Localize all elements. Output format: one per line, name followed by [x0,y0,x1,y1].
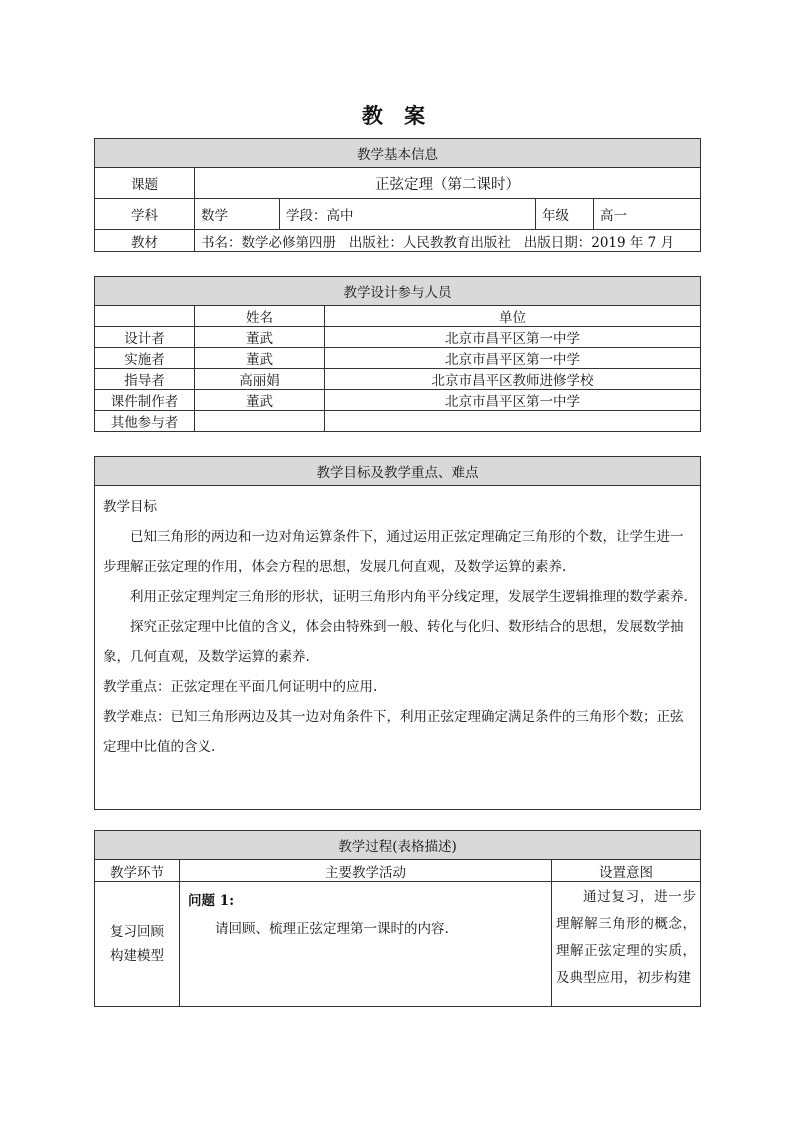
goals-table [94,456,701,810]
goal-paragraph-2: 利用正弦定理判定三角形的形状，证明三角形内角平分线定理，发展学生逻辑推理的数学素养. [130,589,688,605]
participant-row [95,411,701,432]
participant-row [95,390,701,411]
subject-value: 数学 [195,199,280,230]
participant-name: 高丽娟 [195,369,325,390]
activity-col-header: 主要教学活动 [180,860,552,882]
stage-cell [95,882,180,1007]
basic-info-table [94,138,701,252]
participant-row [95,327,701,348]
participant-unit: 北京市昌平区第一中学 [325,348,701,369]
grade-label: 年级 [536,199,594,230]
activity-cell [180,882,552,1007]
intent-text: 通过复习，进一步理解解三角形的概念，理解正弦定理的实质，及典型应用，初步构建 [552,882,701,1007]
process-table [94,830,701,1007]
participant-unit: 北京市昌平区第一中学 [325,390,701,411]
participant-role: 设计者 [95,327,195,348]
difficult-point: 教学难点：已知三角形两边及其一边对角条件下，利用正弦定理确定满足条件的三角形个数；正弦定理中比值的含义. [103,709,684,755]
participant-name: 董武 [195,390,325,411]
participant-role: 其他参与者 [95,411,195,432]
textbook-value: 书名：数学必修第四册 出版社：人民教教育出版社 出版日期：2019 年 7 月 [195,230,701,252]
textbook-label: 教材 [95,230,195,252]
subject-label: 学科 [95,199,195,230]
goal-title: 教学目标 [103,499,157,515]
participant-unit: 北京市昌平区教师进修学校 [325,369,701,390]
role-header-cell [95,306,195,327]
participant-role: 指导者 [95,369,195,390]
grade-value: 高一 [594,199,701,230]
participant-row [95,348,701,369]
goals-body [95,486,701,810]
page-title: 教 案 [361,103,433,128]
participant-name [195,411,325,432]
stage-value: 学段：高中 [280,199,536,230]
question-text: 请回顾、梳理正弦定理第一课时的内容. [215,921,449,937]
question-title: 问题 1: [188,893,235,909]
participant-role: 实施者 [95,348,195,369]
participant-name: 董武 [195,327,325,348]
process-header: 教学过程(表格描述) [95,831,701,860]
participant-name: 董武 [195,348,325,369]
key-point: 教学重点：正弦定理在平面几何证明中的应用. [103,679,378,695]
unit-col-header: 单位 [325,306,701,327]
topic-value: 正弦定理（第二课时） [195,168,701,199]
stage-name-line-1: 复习回顾 [110,924,164,940]
participant-role: 课件制作者 [95,390,195,411]
goal-paragraph-1: 已知三角形的两边和一边对角运算条件下，通过运用正弦定理确定三角形的个数，让学生进一步理解正弦定理的作用，体会方程的思想，发展几何直观，及数学运算的素养. [103,529,684,575]
goals-header: 教学目标及教学重点、难点 [95,457,701,486]
participant-unit [325,411,701,432]
topic-label: 课题 [95,168,195,199]
stage-name-line-2: 构建模型 [110,948,164,964]
participant-row [95,369,701,390]
participants-header: 教学设计参与人员 [95,277,701,306]
participant-unit: 北京市昌平区第一中学 [325,327,701,348]
stage-col-header: 教学环节 [95,860,180,882]
name-col-header: 姓名 [195,306,325,327]
intent-col-header: 设置意图 [552,860,701,882]
goal-paragraph-3: 探究正弦定理中比值的含义，体会由特殊到一般、转化与化归、数形结合的思想，发展数学抽象，几何直观，及数学运算的素养. [103,619,684,665]
participants-table [94,276,701,432]
basic-info-header: 教学基本信息 [95,139,701,168]
